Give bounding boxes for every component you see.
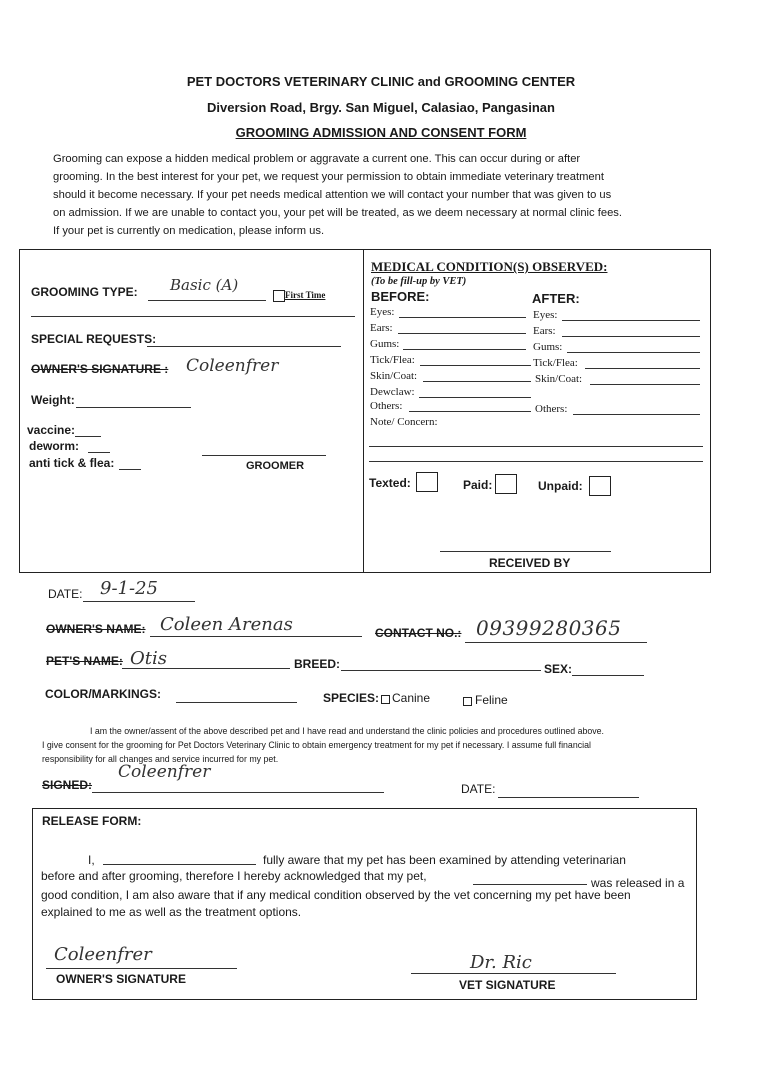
weight-label: Weight: [31,393,75,407]
special-requests-label: SPECIAL REQUESTS: [31,332,157,346]
breed-line[interactable] [341,670,541,671]
before-ears-label: Ears: [370,322,393,334]
sex-label: SEX: [544,662,573,676]
before-tick-label: Tick/Flea: [370,354,415,366]
grooming-type-line-2 [31,316,355,317]
groomer-label: GROOMER [246,460,305,472]
first-time-label: First Time [285,290,326,300]
intro-paragraph [53,150,663,240]
deworm-label: deworm: [29,439,80,453]
intro-line: If your pet is currently on medication, please inform us. [53,225,325,237]
release-name-line[interactable] [103,864,256,865]
release-line-2b: was released in a [591,876,685,890]
form-title: GROOMING ADMISSION AND CONSENT FORM [235,125,527,140]
release-line-1: fully aware that my pet has been examined by attending veterinarian [263,853,626,867]
box-divider [363,249,364,573]
grooming-type-label: GROOMING TYPE: [31,285,138,299]
release-i-label: I, [88,853,95,867]
sex-line[interactable] [572,675,644,676]
after-label: AFTER: [532,291,580,306]
before-tick-line[interactable] [420,365,531,366]
texted-checkbox[interactable] [416,472,438,492]
before-ears-line[interactable] [398,333,526,334]
note-concern-label: Note/ Concern: [370,416,438,428]
date-value[interactable]: 9-1-25 [100,578,158,599]
before-label: BEFORE: [371,289,430,304]
before-eyes-label: Eyes: [370,306,395,318]
contact-line [465,642,647,643]
first-time-checkbox[interactable] [273,290,285,302]
anti-tick-label: anti tick & flea: [29,456,115,470]
medical-subtitle: (To be fill-up by VET) [371,276,467,287]
consent-line-2: I give consent for the grooming for Pet Doctors Veterinary Clinic to obtain emergency treatment for my pet if necessary. I assume full financial [42,740,591,750]
breed-label: BREED: [294,657,341,671]
special-requests-line[interactable] [147,346,341,347]
feline-checkbox[interactable] [463,697,472,706]
medical-title: MEDICAL CONDITION(S) OBSERVED: [371,259,608,274]
intro-line: grooming. In the best interest for your pet, we request your permission to obtain immediate veterinary treatment [53,171,604,183]
grooming-type-value[interactable]: Basic (A) [170,276,239,294]
owner-signature-label: OWNER'S SIGNATURE : [31,362,169,376]
unpaid-checkbox[interactable] [589,476,611,496]
after-tick-label: Tick/Flea: [533,357,578,369]
clinic-address: Diversion Road, Brgy. San Miguel, Calasiao, Pangasinan [207,100,555,115]
groomer-line[interactable] [202,455,326,456]
vet-signature-label: VET SIGNATURE [459,978,556,992]
color-markings-label: COLOR/MARKINGS: [45,687,161,701]
after-ears-line[interactable] [562,336,700,337]
release-title: RELEASE FORM: [42,814,142,828]
after-gums-line[interactable] [567,352,700,353]
deworm-line[interactable] [88,452,110,453]
before-skin-label: Skin/Coat: [370,370,418,382]
before-dewclaw-line[interactable] [419,397,531,398]
signed-line [92,792,384,793]
consent-line-1: I am the owner/assent of the above described pet and I have read and understand the clinic policies and procedures outlined above. [90,726,604,736]
release-line-2: before and after grooming, therefore I hereby acknowledged that my pet, [41,869,427,883]
release-owner-signature-label: OWNER'S SIGNATURE [56,972,186,986]
release-line-4: explained to me as well as the treatment options. [41,905,302,919]
weight-line[interactable] [76,407,191,408]
signed-label: SIGNED: [42,778,93,792]
canine-label: Canine [392,691,431,705]
paid-checkbox[interactable] [495,474,517,494]
pet-name-label: PET'S NAME: [46,654,123,668]
after-skin-label: Skin/Coat: [535,373,583,385]
signed-date-label: DATE: [461,782,496,796]
before-dewclaw-label: Dewclaw: [370,386,415,398]
contact-value[interactable]: 09399280365 [476,616,622,640]
after-others-label: Others: [535,403,568,415]
owner-signature-value[interactable]: Coleenfrer [186,356,279,376]
contact-label: CONTACT NO.: [375,626,462,640]
unpaid-label: Unpaid: [538,479,583,493]
received-by-label: RECEIVED BY [489,556,571,570]
release-owner-signature-value[interactable]: Coleenfrer [54,944,152,965]
before-eyes-line[interactable] [399,317,526,318]
after-skin-line[interactable] [590,384,700,385]
owner-name-label: OWNER'S NAME: [46,622,146,636]
after-eyes-line[interactable] [562,320,700,321]
after-ears-label: Ears: [533,325,556,337]
intro-line: should it become necessary. If your pet needs medical attention we will contact your number that was given to us [53,189,612,201]
before-gums-line[interactable] [403,349,526,350]
after-tick-line[interactable] [585,368,700,369]
owner-name-line [150,636,362,637]
species-label: SPECIES: [323,691,380,705]
before-others-line[interactable] [409,411,531,412]
note-line-2[interactable] [369,461,703,462]
anti-tick-line[interactable] [119,469,141,470]
grooming-type-line [148,300,266,301]
vaccine-line[interactable] [75,436,101,437]
owner-name-value[interactable]: Coleen Arenas [160,614,293,635]
before-skin-line[interactable] [423,381,531,382]
before-others-label: Others: [370,400,403,412]
pet-name-value[interactable]: Otis [130,648,167,669]
before-gums-label: Gums: [370,338,400,350]
release-owner-signature-line [46,968,237,969]
after-gums-label: Gums: [533,341,563,353]
after-eyes-label: Eyes: [533,309,558,321]
intro-line: on admission. If we are unable to contact you, your pet will be treated, as we deem necessary at normal clinic fees. [53,207,622,219]
vet-signature-line [411,973,616,974]
vet-signature-value[interactable]: Dr. Ric [470,952,532,973]
texted-label: Texted: [369,476,411,490]
signed-value[interactable]: Coleenfrer [118,762,211,782]
clinic-name: PET DOCTORS VETERINARY CLINIC and GROOMING CENTER [186,74,576,89]
date-line [83,601,195,602]
paid-label: Paid: [463,478,493,492]
intro-line: Grooming can expose a hidden medical problem or aggravate a current one. This can occur during or after [53,153,581,165]
signed-date-line[interactable] [498,797,639,798]
after-others-line[interactable] [573,414,700,415]
received-by-line[interactable] [440,551,611,552]
date-label: DATE: [48,587,83,601]
release-pet-line[interactable] [473,884,587,885]
vaccine-label: vaccine: [27,423,76,437]
feline-label: Feline [475,693,508,707]
canine-checkbox[interactable] [381,695,390,704]
release-line-3: good condition, I am also aware that if any medical condition observed by the vet concerning my pet have been [41,888,631,902]
consent-line-3: responsibility for all changes and service incurred for my pet. [42,754,279,764]
color-markings-line[interactable] [176,702,297,703]
note-line-1[interactable] [369,446,703,447]
